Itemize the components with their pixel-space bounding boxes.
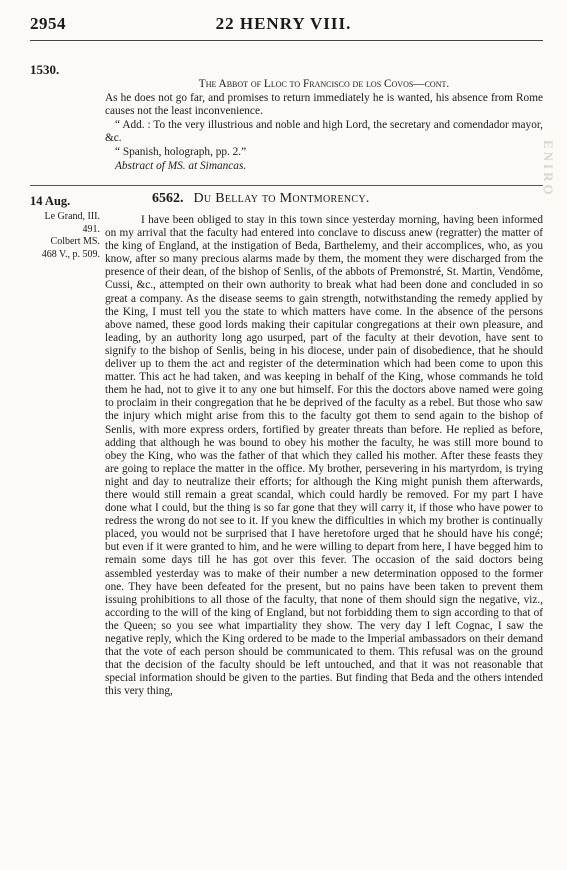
- entry-title: Du Bellay to Montmorency.: [193, 191, 370, 206]
- previous-entry-note: “ Spanish, holograph, pp. 2.”: [115, 145, 247, 158]
- running-title: 22 HENRY VIII.: [215, 14, 352, 33]
- previous-entry-paragraph: As he does not go far, and promises to return immediately he is wanted, his absence from Rome causes not the least inconvenience.: [105, 91, 543, 118]
- entry-body: I have been obliged to stay in this town since yesterday morning, having been informed on my arrival that the faculty had entered into conclave to discuss anew (regratter) the matter of the king of England, at the instigation of Beda, Barthelemy, and their accomplices, who, as you know, after so many precious alarms made by them, the moment they were discharged from the presence of their dean, of the bishop of Senlis, of the abbots of Premonstré, St. Martin, Vendôme, Cussi, &c., attempted on their own authority to break what had been done and concluded in so great a company. As the disease seems to gain strength, notwithstanding the remedy applied by the King, I must tell you the state to which matters have come. In the absence of the persons above named, these good lords making their capitular congregations at their own pleasure, and leading, by an authority long ago usurped, part of the faculty at their devotion, have sent to signify to the bishop of Senlis, being in his diocese, under pain of disobedience, that he should deliver up to them the act and register of the determination which had been come to upon this matter. This act he had taken, and was keeping in behalf of the King, whose commands he told them he had, not to give it to any one but himself. For this the doctors above named were going to proclaim in their congregation that he be deprived of the faculty as a rebel. But those who saw the injury which might arise from this to the faculty got them to send again to the bishop of Senlis, with more express orders, fortified by greater threats than before. He replied as before, adding that although he was bound to obey his mother the faculty, he was still more bound to obey the King, who was the father of that which they called his mother. After these feasts they are going to replace the matter in the office. My brother, persevering in his martyrdom, is trying night and day to neutralize their efforts; for although the King might punish them afterwards, there would still remain a great scandal, which could hardly be removed. For my part I have done what I could, but the thing is so far gone that they will carry it, if those who have power to redress the wrong do not see to it. If you knew the difficulties in which my brother is continually placed, you would not be surprised that I have heretofore urged that he should have his congé; but even if it were granted to him, and he were willing to depart from here, I have begged him to remain some days till he has got over this fever. The occasion of the said doctors being assembled yesterday was to make of their number a new determination opposed to the former one. They have been defeated for the present, but no pains have been taken to prevent them issuing prohibitions to all those of the faculty, that none of them should sign the negative, viz., according to the will of the king of England, but not forbidding them to sign according to that of the Queen; so you see what impartiality they show. The very day I left Cognac, I saw the negative reply, which the King ordered to be made to the Imperial ambassadors on their demand that the vote of each person should be communicated to them. This refusal was on the ground that the decision of the faculty should be left untouched, and that it was not reasonable that special information should be given to the parties. But finding that Beda and the others intended this very thing,: [105, 214, 543, 698]
- header-rule: [30, 40, 543, 41]
- entry-date: 14 Aug.: [30, 194, 71, 208]
- library-watermark: ENIRO: [541, 140, 556, 198]
- reference-line: Colbert MS.: [50, 236, 100, 247]
- year-marginal: 1530.: [30, 62, 60, 77]
- reference-line: 468 V., p. 509.: [41, 248, 100, 260]
- previous-entry-heading: The Abbot of Lloc to Francisco de los Covos—cont.: [198, 78, 450, 90]
- reference-line: Le Grand, III.: [44, 211, 100, 222]
- entry-heading: [152, 191, 370, 207]
- entry-references: [30, 211, 100, 261]
- reference-line: 491.: [82, 223, 100, 235]
- page-number: 2954: [30, 14, 66, 33]
- previous-entry-source: Abstract of MS. at Simancas.: [115, 159, 247, 172]
- previous-entry-address: “ Add. : To the very illustrious and noble and high Lord, the secretary and comendador mayor, &c.: [105, 118, 543, 145]
- previous-entry: [105, 78, 543, 173]
- section-divider: [30, 185, 543, 186]
- entry-number: 6562.: [152, 191, 184, 206]
